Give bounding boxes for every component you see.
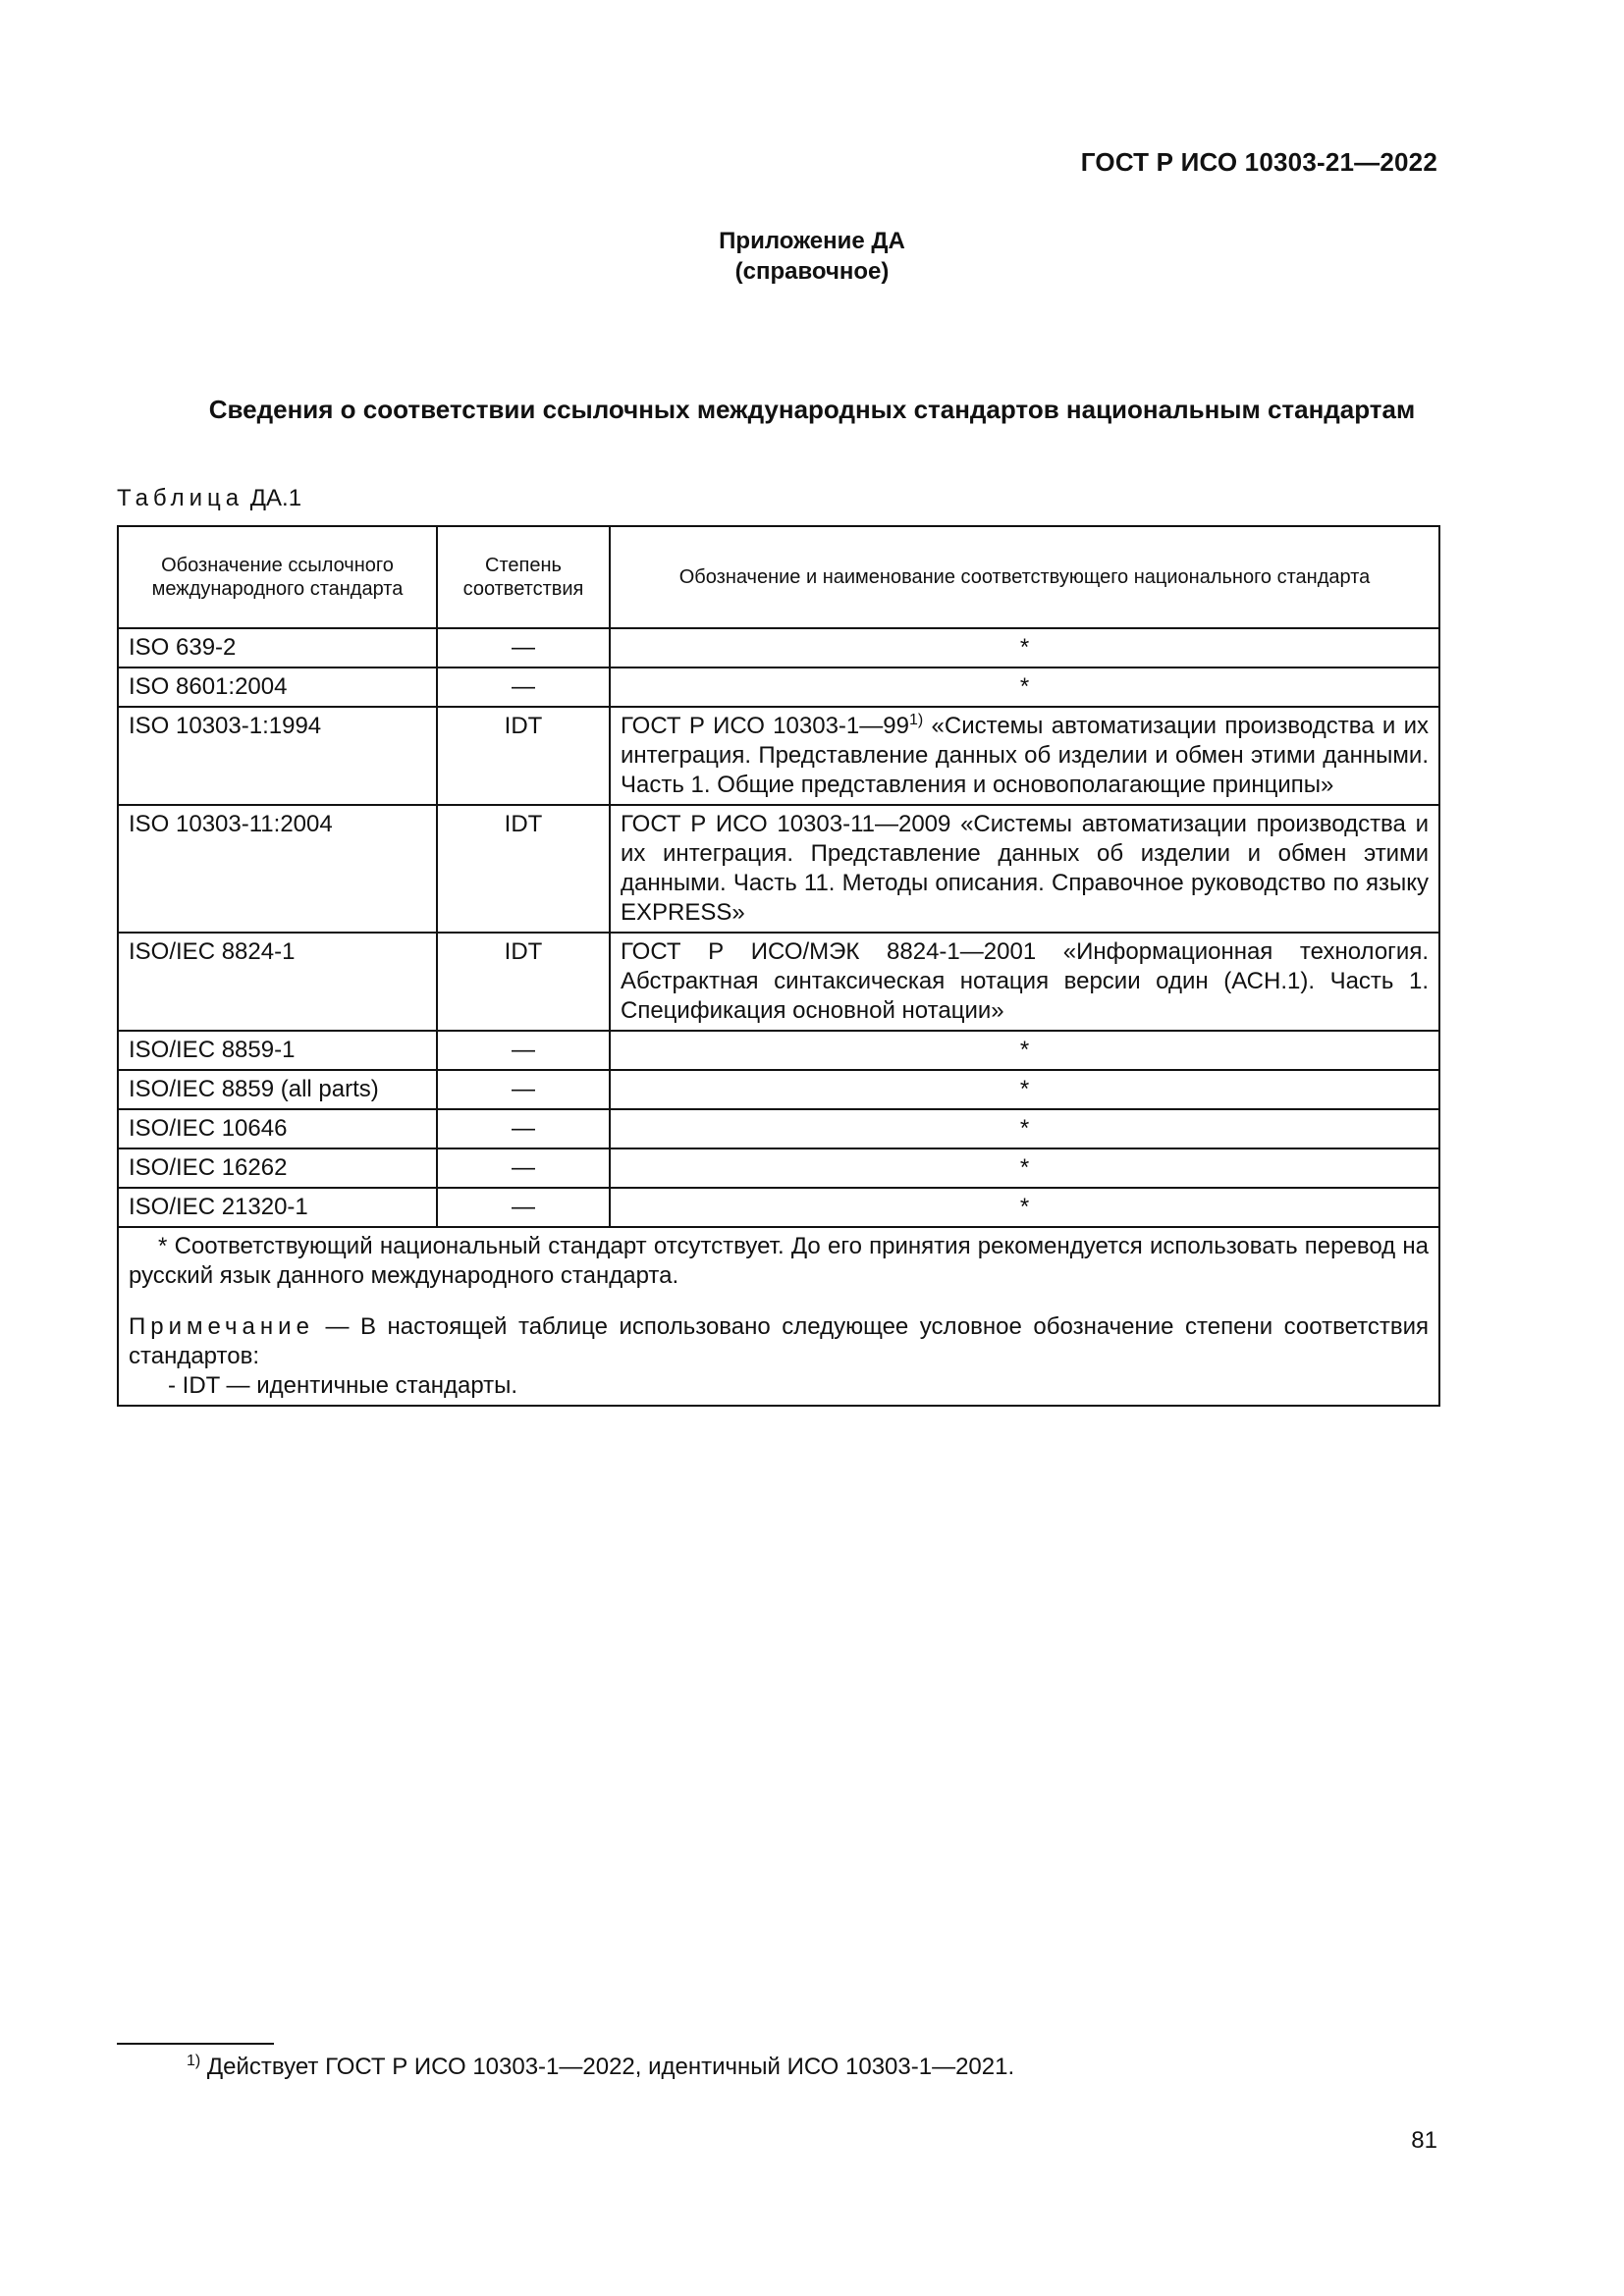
cell-national: * — [610, 1188, 1439, 1227]
cell-code: ISO/IEC 8824-1 — [118, 933, 437, 1031]
cell-code: ISO 10303-1:1994 — [118, 707, 437, 805]
national-standard-title: «Системы автоматизации производства и их интеграция. Представление данных об изделии и обмен этими данными. Часть 1. Общие представления и основополагающие принципы» — [621, 713, 1429, 798]
cell-code: ISO/IEC 8859 (all parts) — [118, 1070, 437, 1109]
note-text: — В настоящей таблице использовано следующее условное обозначение степени соответствия стандартов: — [129, 1313, 1429, 1369]
cell-degree: IDT — [437, 707, 610, 805]
table-row — [118, 707, 1439, 805]
cell-national: * — [610, 1070, 1439, 1109]
cell-degree: IDT — [437, 805, 610, 933]
header-degree: Степень соответствия — [437, 526, 610, 628]
footnote-ref: 1) — [908, 712, 924, 728]
table-row — [118, 933, 1439, 1031]
table-row — [118, 667, 1439, 707]
asterisk-note: * Соответствующий национальный стандарт отсутствует. До его принятия рекомендуется использовать перевод на русский язык данного международного стандарта. — [129, 1233, 1429, 1289]
cell-code: ISO 639-2 — [118, 628, 437, 667]
footnote-text: Действует ГОСТ Р ИСО 10303-1—2022, идентичный ИСО 10303-1—2021. — [200, 2054, 1015, 2080]
table-caption — [117, 485, 301, 512]
table-notes-row — [118, 1227, 1439, 1406]
table-header-row — [118, 526, 1439, 628]
table-caption-id: ДА.1 — [249, 485, 302, 511]
cell-national: * — [610, 1031, 1439, 1070]
header-international-standard: Обозначение ссылочного международного стандарта — [118, 526, 437, 628]
table-row — [118, 1188, 1439, 1227]
cell-national: * — [610, 1148, 1439, 1188]
note-list-item: - IDT — идентичные стандарты. — [168, 1372, 518, 1399]
table-row — [118, 1148, 1439, 1188]
table-note — [129, 1312, 1429, 1371]
footnote — [187, 2054, 1014, 2081]
table-notes — [118, 1227, 1439, 1406]
document-code: ГОСТ Р ИСО 10303-21—2022 — [1080, 147, 1437, 177]
footnote-marker: 1) — [187, 2053, 201, 2069]
cell-code: ISO/IEC 10646 — [118, 1109, 437, 1148]
cell-degree: — — [437, 1188, 610, 1227]
table-row — [118, 1031, 1439, 1070]
cell-code: ISO/IEC 21320-1 — [118, 1188, 437, 1227]
section-title: Сведения о соответствии ссылочных международных стандартов национальным стандартам — [208, 395, 1416, 424]
table-row — [118, 805, 1439, 933]
table-row — [118, 1109, 1439, 1148]
header-national-standard: Обозначение и наименование соответствующего национального стандарта — [610, 526, 1439, 628]
cell-national: * — [610, 628, 1439, 667]
cell-degree: — — [437, 628, 610, 667]
cell-national: * — [610, 1109, 1439, 1148]
note-label: Примечание — [129, 1313, 314, 1340]
table-caption-label: Таблица — [117, 485, 244, 511]
cell-code: ISO/IEC 16262 — [118, 1148, 437, 1188]
national-standard-code: ГОСТ Р ИСО 10303-1—99 — [621, 713, 909, 739]
cell-degree: IDT — [437, 933, 610, 1031]
cell-national: ГОСТ Р ИСО 10303-11—2009 «Системы автоматизации производства и их интеграция. Представление данных об изделии и обмен этими данными. Часть 11. Методы описания. Справочное руководство по языку EXPRESS» — [610, 805, 1439, 933]
cell-degree: — — [437, 667, 610, 707]
cell-national — [610, 707, 1439, 805]
table-row — [118, 1070, 1439, 1109]
annex-title: Приложение ДА — [719, 228, 905, 254]
footnote-separator — [117, 2043, 274, 2045]
cell-national: ГОСТ Р ИСО/МЭК 8824-1—2001 «Информационная технология. Абстрактная синтаксическая нотация версии один (АСН.1). Часть 1. Спецификация основной нотации» — [610, 933, 1439, 1031]
cell-degree: — — [437, 1070, 610, 1109]
annex-subtitle: (справочное) — [734, 258, 890, 285]
cell-degree: — — [437, 1031, 610, 1070]
table-row — [118, 628, 1439, 667]
cell-national: * — [610, 667, 1439, 707]
annex-heading — [0, 226, 1624, 287]
standards-correspondence-table — [117, 525, 1440, 1407]
cell-code: ISO 8601:2004 — [118, 667, 437, 707]
cell-code: ISO/IEC 8859-1 — [118, 1031, 437, 1070]
page-number: 81 — [1411, 2127, 1437, 2154]
cell-degree: — — [437, 1148, 610, 1188]
cell-code: ISO 10303-11:2004 — [118, 805, 437, 933]
cell-degree: — — [437, 1109, 610, 1148]
